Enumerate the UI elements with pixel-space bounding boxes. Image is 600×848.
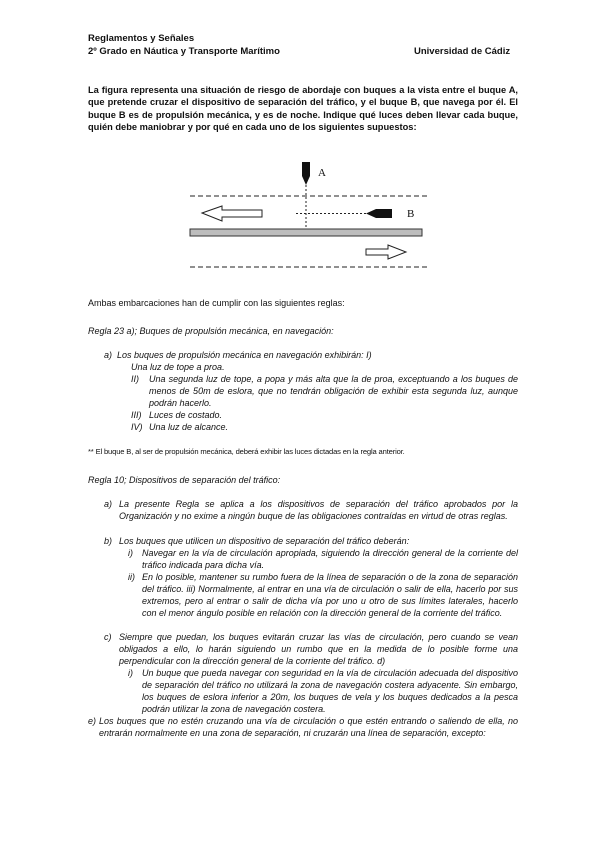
vessel-a-bow — [302, 176, 310, 185]
item-text: Los buques que no estén cruzando una vía de circulación o que estén entrando o saliendo de ella, no entrarán normalmente en una zona de separación, ni cruzarán una línea de separación, excepto: — [99, 716, 518, 738]
regla23-note: ** El buque B, al ser de propulsión mecánica, deberá exhibir las luces dictadas en la regla anterior. — [88, 447, 405, 456]
item-marker: b) — [104, 536, 113, 546]
item-marker: ii) — [128, 572, 135, 582]
regla10-item-b-ii — [128, 571, 518, 619]
item-marker: II) — [131, 374, 139, 384]
vessel-a-label: A — [318, 167, 326, 179]
vessel-b-label: B — [407, 208, 415, 220]
regla23-item-iii — [131, 409, 222, 421]
exercise-statement: La figura representa una situación de riesgo de abordaje con buques a la vista entre el buque A, que pretende cruzar el dispositivo de separación del tráfico, y el buque B, que navega por él. El buque B es de propulsión mecánica, y es de noche. Indique qué luces deben llevar cada buque, quién debe maniobrar y por qué en cada uno de los siguientes supuestos: — [88, 85, 518, 133]
regla23-item-iv — [131, 421, 228, 433]
regla23-title: Regla 23 a); Buques de propulsión mecánica, en navegación: — [88, 326, 334, 336]
regla10-item-d-i — [128, 667, 518, 715]
item-marker: IV) — [131, 422, 143, 432]
regla23-item-i: Una luz de tope a proa. — [131, 362, 225, 372]
regla10-title: Regla 10; Dispositivos de separación del tráfico: — [88, 475, 281, 485]
item-text: Los buques de propulsión mecánica en navegación exhibirán: I) — [117, 350, 372, 360]
header-course: Reglamentos y Señales — [88, 33, 195, 44]
traffic-separation-figure — [180, 160, 440, 275]
vessel-b-hull — [366, 209, 392, 218]
eastbound-traffic-arrow — [366, 245, 406, 259]
regla10-item-b-i — [128, 547, 518, 571]
item-text: Una segunda luz de tope, a popa y más alta que la de proa, exceptuando a los buques de menos de 50m de eslora, que no tendrán obligación de exhibir esta segunda luz, aunque podrán hacerlo. — [149, 374, 518, 408]
item-text: Una luz de alcance. — [149, 422, 229, 432]
item-marker: e) — [88, 716, 97, 726]
item-marker: a) — [104, 350, 113, 360]
item-text: Navegar en la vía de circulación apropiada, siguiendo la dirección general de la corriente del tráfico indicada para dicha vía. — [142, 548, 518, 570]
regla23-item-ii — [131, 373, 518, 409]
item-marker: III) — [131, 410, 142, 420]
regla10-item-e — [88, 715, 518, 739]
item-text: Siempre que puedan, los buques evitarán cruzar las vías de circulación, pero cuando se vean obligados a ello, lo harán siguiendo un rumbo que en la medida de lo posible forme una perpendicular con la dirección general de la corriente del tráfico. d) — [119, 632, 518, 666]
header-university: Universidad de Cádiz — [414, 46, 511, 57]
header-degree: 2º Grado en Náutica y Transporte Marítimo — [88, 46, 280, 57]
vessel-a-hull — [302, 162, 310, 176]
item-text: Un buque que pueda navegar con seguridad en la vía de circulación adecuada del dispositivo de separación del tráfico no utilizará la zona de navegación costera adyacente. Sin embargo, los buques de eslora inferior a 20m, los buques de vela y los buques dedicados a la pesca podrán utilizar la zona de navegación costera. — [142, 668, 518, 714]
item-marker: a) — [104, 499, 113, 509]
item-text: La presente Regla se aplica a los dispositivos de separación del tráfico aprobados por la Organización y no exime a ningún buque de las obligaciones contraídas en virtud de otras reglas. — [119, 499, 518, 521]
item-marker: i) — [128, 668, 133, 678]
rules-intro: Ambas embarcaciones han de cumplir con las siguientes reglas: — [88, 298, 345, 308]
item-text: En lo posible, mantener su rumbo fuera de la línea de separación o de la zona de separación del tráfico. iii) Normalmente, al entrar en una vía de circulación o salir de ella, hacerlo por sus extremos, pero al entrar o salir de dicha vía por uno u otro de sus límites laterales, hacerlo con el menor ángulo posible en relación con la dirección general de la corriente del tráfico. — [142, 572, 518, 618]
regla10-item-a — [104, 498, 518, 522]
regla10-item-b — [104, 535, 518, 547]
item-text: Los buques que utilicen un dispositivo de separación del tráfico deberán: — [119, 536, 410, 546]
westbound-traffic-arrow — [202, 206, 262, 221]
item-marker: c) — [104, 632, 112, 642]
item-text: Luces de costado. — [149, 410, 223, 420]
item-marker: i) — [128, 548, 133, 558]
regla23-item-a — [104, 349, 518, 361]
regla10-item-c — [104, 631, 518, 667]
separation-zone — [190, 229, 422, 236]
